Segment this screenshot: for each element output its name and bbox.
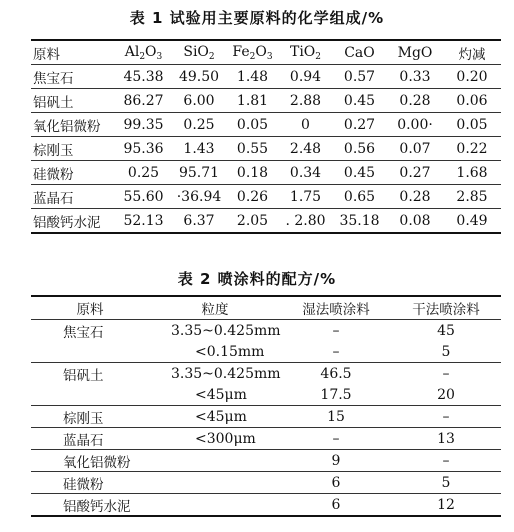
mgo-value: 0.27 [387, 161, 443, 185]
table-row [31, 341, 501, 363]
dry-spray-cell: 5 [391, 341, 501, 363]
fe2o3-value: 0.26 [226, 185, 279, 209]
table-row [31, 65, 501, 89]
dry-spray-cell: 13 [391, 428, 501, 450]
al2o3-value: 99.35 [115, 113, 172, 137]
dry-spray-cell: 5 [391, 472, 501, 494]
wet-spray-cell: – [281, 341, 391, 363]
loi-value: 1.68 [443, 161, 501, 185]
table-row [31, 472, 501, 494]
tio2-value: 2.48 [279, 137, 332, 161]
chemical-composition-table [31, 39, 501, 234]
material-name: 硅微粉 [31, 161, 115, 185]
dry-spray-cell: – [391, 406, 501, 428]
tio2-value: 2.88 [279, 89, 332, 113]
particle-size-cell [149, 472, 281, 494]
dry-spray-cell: – [391, 450, 501, 472]
particle-size-cell: 3.35~0.425mm [171, 365, 281, 382]
table-row [31, 384, 501, 406]
table-row [31, 363, 501, 385]
tio2-value: 0.94 [279, 65, 332, 89]
mgo-value: 0.08 [399, 212, 431, 229]
al2o3-header: $Al_2O_3$ [115, 40, 172, 65]
dry-spray-cell: 45 [437, 322, 455, 339]
table1-header-row [31, 40, 501, 65]
particle-size-cell [149, 494, 281, 517]
mgo-value: 0.00· [387, 113, 443, 137]
mgo-header: MgO [387, 40, 443, 65]
material-name: 氧化铝微粉 [31, 113, 115, 137]
wet-spray-cell: 9 [281, 450, 391, 472]
material-name: 铝矾土 [31, 89, 115, 113]
mgo-value: 0.28 [387, 89, 443, 113]
cao-value: 0.57 [332, 65, 387, 89]
table-row [31, 113, 501, 137]
sio2-value: 49.50 [172, 65, 226, 89]
wet-spray-cell: 6 [331, 496, 341, 513]
table-row [31, 406, 501, 428]
particle-size-cell: <0.15mm [149, 341, 281, 363]
table-row [31, 89, 501, 113]
material-header: 原料 [31, 296, 149, 320]
particle-size-cell: <45μm [149, 406, 281, 428]
al2o3-value: 52.13 [123, 212, 164, 229]
sio2-value: 6.00 [172, 89, 226, 113]
particle-size-cell: <45μm [149, 384, 281, 406]
table2-caption: 表 2 喷涂料的配方/% [177, 270, 337, 288]
table-row [31, 450, 501, 472]
fe2o3-value: 0.05 [226, 113, 279, 137]
table-row [31, 428, 501, 450]
table-row [31, 494, 501, 517]
material-name: 焦宝石 [31, 65, 115, 89]
cao-header: CaO [332, 40, 387, 65]
material-cell: 蓝晶石 [31, 428, 149, 450]
loi-header: 灼减 [443, 40, 501, 65]
al2o3-value: 45.38 [115, 65, 172, 89]
material-cell: 焦宝石 [63, 324, 104, 341]
sio2-value: ·36.94 [172, 185, 226, 209]
tio2-value: . 2.80 [285, 212, 326, 229]
tio2-value: 1.75 [279, 185, 332, 209]
wet-spray-cell: – [281, 428, 391, 450]
material-cell: 棕刚玉 [31, 406, 149, 428]
particle-size-cell: <300μm [149, 428, 281, 450]
particle-size-cell: 3.35~0.425mm [171, 322, 281, 339]
wet-spray-cell: 15 [281, 406, 391, 428]
particle-size-cell [149, 450, 281, 472]
loi-value: 0.20 [443, 65, 501, 89]
al2o3-value: 95.36 [115, 137, 172, 161]
wet-spray-header: 湿法喷涂料 [281, 296, 391, 320]
fe2o3-value: 0.18 [226, 161, 279, 185]
loi-value: 2.85 [443, 185, 501, 209]
sio2-header: SiO$_2$ [172, 40, 226, 65]
wet-spray-cell: 46.5 [320, 365, 352, 382]
loi-value: 0.06 [443, 89, 501, 113]
table1-caption: 表 1 试验用主要原料的化学组成/% [129, 9, 385, 27]
cao-value: 35.18 [339, 212, 380, 229]
cao-value: 0.45 [332, 89, 387, 113]
material-name: 铝酸钙水泥 [33, 214, 101, 231]
dry-spray-cell: 12 [437, 496, 455, 513]
wet-spray-cell: 6 [281, 472, 391, 494]
tio2-value: 0 [279, 113, 332, 137]
dry-spray-cell: 20 [391, 384, 501, 406]
table-row [31, 185, 501, 209]
loi-value: 0.22 [443, 137, 501, 161]
table-row [31, 161, 501, 185]
table-row [31, 209, 501, 234]
sio2-value: 0.25 [172, 113, 226, 137]
fe2o3-value: 1.81 [226, 89, 279, 113]
cao-value: 0.56 [332, 137, 387, 161]
dry-spray-cell: – [442, 365, 450, 382]
al2o3-value: 55.60 [115, 185, 172, 209]
wet-spray-cell: 17.5 [281, 384, 391, 406]
sio2-value: 95.71 [172, 161, 226, 185]
material-name: 蓝晶石 [31, 185, 115, 209]
mgo-value: 0.28 [387, 185, 443, 209]
material-cell: 硅微粉 [31, 472, 149, 494]
dry-spray-header: 干法喷涂料 [391, 296, 501, 320]
table-row [31, 137, 501, 161]
mgo-value: 0.33 [387, 65, 443, 89]
material-cell [31, 384, 149, 406]
material-name: 棕刚玉 [31, 137, 115, 161]
fe2o3-header: $Fe_2O_3$ [226, 40, 279, 65]
spray-formulation-table [31, 295, 501, 517]
fe2o3-value: 2.05 [236, 212, 269, 229]
al2o3-value: 0.25 [115, 161, 172, 185]
loi-value: 0.05 [443, 113, 501, 137]
cao-value: 0.45 [332, 161, 387, 185]
tio2-header: TiO$_2$ [279, 40, 332, 65]
mgo-value: 0.07 [387, 137, 443, 161]
wet-spray-cell: – [332, 322, 340, 339]
cao-value: 0.27 [332, 113, 387, 137]
table2-header-row [31, 296, 501, 320]
material-cell [31, 341, 149, 363]
table-row [31, 320, 501, 342]
loi-value: 0.49 [456, 212, 488, 229]
material-cell: 氧化铝微粉 [31, 450, 149, 472]
material-cell: 铝矾土 [63, 367, 104, 384]
cao-value: 0.65 [332, 185, 387, 209]
fe2o3-value: 1.48 [226, 65, 279, 89]
material-header: 原料 [31, 40, 115, 65]
sio2-value: 6.37 [183, 212, 215, 229]
al2o3-value: 86.27 [115, 89, 172, 113]
sio2-value: 1.43 [172, 137, 226, 161]
fe2o3-value: 0.55 [226, 137, 279, 161]
particle-size-header: 粒度 [149, 296, 281, 320]
tio2-value: 0.34 [279, 161, 332, 185]
material-cell: 铝酸钙水泥 [63, 498, 131, 515]
